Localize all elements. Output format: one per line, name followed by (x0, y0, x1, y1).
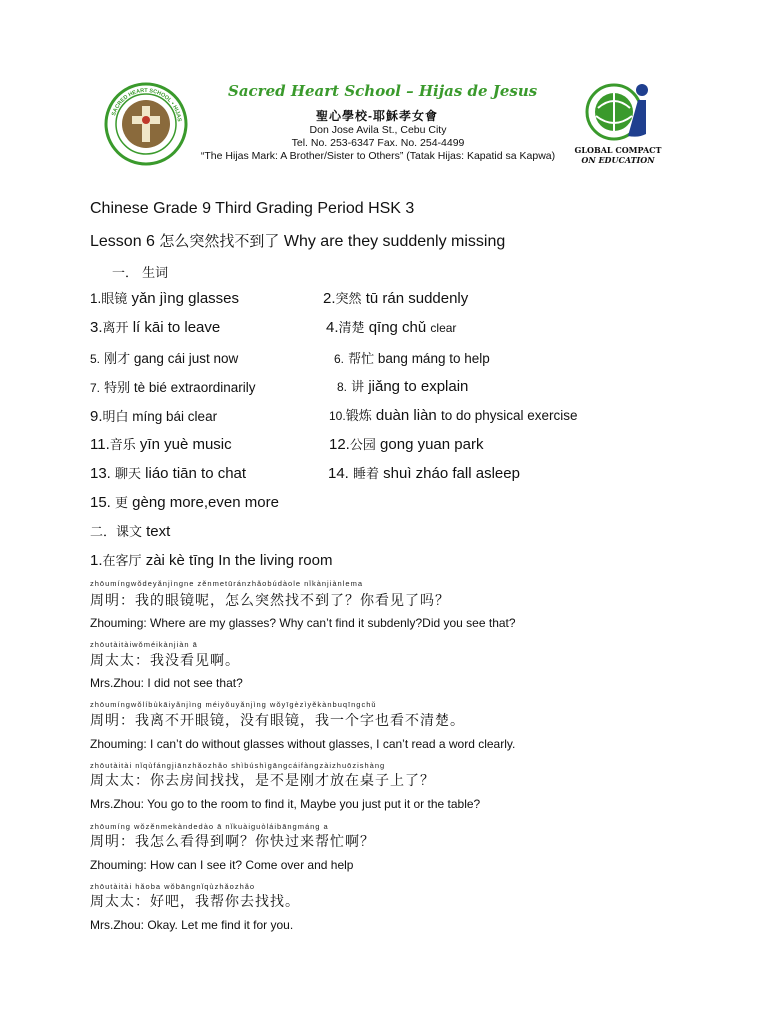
vocab-rest: bang máng to help (374, 351, 490, 366)
vocab-item (90, 434, 232, 453)
vocab-cn: 清楚 (338, 321, 365, 336)
section-vocabulary-heading: 一． 生词 (112, 266, 169, 281)
vocab-num: 13. (90, 465, 111, 482)
vocab-item (90, 317, 220, 336)
school-address: Don Jose Avila St., Cebu City (309, 124, 447, 136)
vocab-item (90, 348, 238, 367)
vocab-rest: shuì zháo fall asleep (379, 465, 520, 482)
dialogue-chinese: 周太太：我没看见啊。 (90, 653, 240, 669)
vocab-num: 8. (337, 380, 348, 394)
page-title: Chinese Grade 9 Third Grading Period HSK 3 (90, 200, 415, 217)
dialogue-english: Mrs.Zhou: I did not see that? (90, 676, 243, 690)
vocab-item (90, 463, 246, 482)
vocab-item (329, 405, 578, 425)
vocab-rest: duàn liàn (371, 407, 441, 424)
vocab-num: 14. (328, 465, 349, 482)
vocab-num: 2. (323, 290, 336, 307)
dialogue-pinyin: zhōumíngwǒdeyǎnjìngne zěnmetūránzhǎobúdàole nǐkànjiànlema (90, 579, 363, 588)
section-text-en: text (146, 523, 171, 540)
section-text-cn: 二．课文 (90, 525, 147, 540)
subsection-rest: zài kè tīng In the living room (141, 552, 333, 569)
vocab-cn: 刚才 (100, 352, 131, 367)
vocab-item (90, 406, 217, 425)
vocab-item (329, 434, 483, 453)
vocab-cn: 离开 (102, 321, 129, 336)
sacred-heart-school-seal (104, 82, 188, 166)
lesson-title-en: Why are they suddenly missing (279, 233, 506, 250)
vocab-cn: 睡着 (348, 467, 379, 482)
dialogue-chinese: 周明：我离不开眼镜，没有眼镜，我一个字也看不清楚。 (90, 713, 465, 729)
vocab-num: 5. (90, 352, 101, 366)
dialogue-pinyin: zhōutàitàiwǒméikànjiàn ā (90, 640, 198, 649)
vocab-cn: 音乐 (109, 438, 136, 453)
lesson-prefix: Lesson 6 (90, 233, 160, 250)
vocab-rest: yīn yuè music (135, 436, 232, 453)
dialogue-pinyin: zhōumíng wǒzěnmekàndedào ā nǐkuàiguòláibāngmáng a (90, 822, 329, 831)
vocab-num: 3. (90, 319, 103, 336)
vocab-item (90, 377, 255, 396)
vocab-num: 6. (334, 352, 345, 366)
vocab-rest: gong yuan park (375, 436, 484, 453)
vocab-cn: 公园 (349, 438, 376, 453)
vocab-rest: tè bié extraordinarily (130, 380, 256, 395)
vocab-rest: qīng chǔ (364, 319, 431, 336)
vocab-rest-small: clear (430, 321, 457, 335)
vocab-num: 9. (90, 408, 103, 425)
vocab-rest: yǎn jìng glasses (127, 290, 240, 307)
vocab-cn: 眼镜 (101, 292, 128, 307)
section-text-heading (90, 521, 170, 540)
dialogue-chinese: 周太太：好吧，我帮你去找找。 (90, 894, 300, 910)
vocab-rest: lí kāi to leave (128, 319, 221, 336)
vocab-num: 11. (90, 436, 110, 453)
vocab-item (90, 492, 279, 511)
school-name: Sacred Heart School – Hijas de Jesus (228, 82, 538, 100)
vocab-rest: míng bái clear (128, 409, 218, 424)
vocab-cn: 明白 (102, 410, 129, 425)
vocab-num: 15. (90, 494, 111, 511)
vocab-item (326, 317, 456, 336)
school-phone: Tel. No. 253-6347 Fax. No. 254-4499 (291, 137, 465, 149)
vocab-rest: gang cái just now (130, 351, 239, 366)
svg-text:SACRED HEART SCHOOL • HIJAS DE: SACRED HEART SCHOOL • HIJAS (111, 87, 182, 122)
subsection-num: 1. (90, 552, 103, 569)
dialogue-english: Mrs.Zhou: Okay. Let me find it for you. (90, 918, 294, 932)
lesson-title (90, 230, 505, 251)
vocab-cn: 帮忙 (344, 352, 375, 367)
vocab-cn: 突然 (335, 292, 362, 307)
dialogue-english: Zhouming: Where are my glasses? Why can’t find it subdenly?Did you see that? (90, 616, 516, 630)
vocab-item (90, 288, 239, 307)
vocab-rest: gèng more,even more (128, 494, 279, 511)
vocab-cn: 锻炼 (345, 409, 372, 424)
vocab-cn: 更 (110, 496, 128, 511)
school-name-chinese: 聖心學校-耶穌孝女會 (316, 109, 438, 123)
vocab-item (323, 288, 468, 307)
global-compact-line2: ON EDUCATION (581, 155, 655, 165)
dialogue-english: Mrs.Zhou: You go to the room to find it, Maybe you just put it or the table? (90, 797, 481, 811)
vocab-item (334, 348, 490, 367)
vocab-cn: 特别 (100, 381, 131, 396)
vocab-rest: liáo tiān to chat (141, 465, 247, 482)
vocab-num: 10. (329, 409, 346, 423)
vocab-cn: 讲 (347, 380, 365, 395)
dialogue-english: Zhouming: I can’t do without glasses without glasses, I can’t read a word clearly. (90, 737, 516, 751)
dialogue-chinese: 周太太：你去房间找找，是不是刚才放在桌子上了？ (90, 773, 435, 789)
vocab-item (328, 463, 520, 482)
vocab-rest: jiǎng to explain (364, 378, 469, 395)
vocab-rest-small: to do physical exercise (440, 408, 578, 423)
subsection-living-room (90, 550, 332, 569)
lesson-title-cn: 怎么突然找不到了 (159, 232, 280, 250)
vocab-num: 12. (329, 436, 350, 453)
dialogue-pinyin: zhōutàitài hǎoba wǒbāngnǐqùzhǎozhǎo (90, 882, 256, 891)
vocab-rest: tū rán suddenly (361, 290, 469, 307)
dialogue-chinese: 周明：我怎么看得到啊？你快过来帮忙啊？ (90, 834, 375, 850)
global-compact-caption (566, 145, 670, 165)
vocab-cn: 聊天 (110, 467, 141, 482)
global-compact-line1: GLOBAL COMPACT (574, 145, 662, 155)
dialogue-pinyin: zhōumíngwǒlíbùkāiyǎnjìng méiyǒuyǎnjìng wǒyīgèzìyěkànbuqīngchǔ (90, 700, 377, 709)
dialogue-english: Zhouming: How can I see it? Come over and help (90, 858, 354, 872)
vocab-num: 4. (326, 319, 339, 336)
vocab-num: 7. (90, 381, 101, 395)
vocab-num: 1. (90, 291, 102, 306)
dialogue-pinyin: zhōutàitài nǐqùfángjiānzhǎozhǎo shìbúshìgāngcáifàngzàizhuōzishàng (90, 761, 386, 770)
dialogue-chinese: 周明：我的眼镜呢，怎么突然找不到了？你看见了吗？ (90, 593, 450, 609)
vocab-item (337, 376, 468, 396)
school-motto: “The Hijas Mark: A Brother/Sister to Others” (Tatak Hijas: Kapatid sa Kapwa) (200, 150, 556, 162)
subsection-cn: 在客厅 (102, 554, 142, 569)
